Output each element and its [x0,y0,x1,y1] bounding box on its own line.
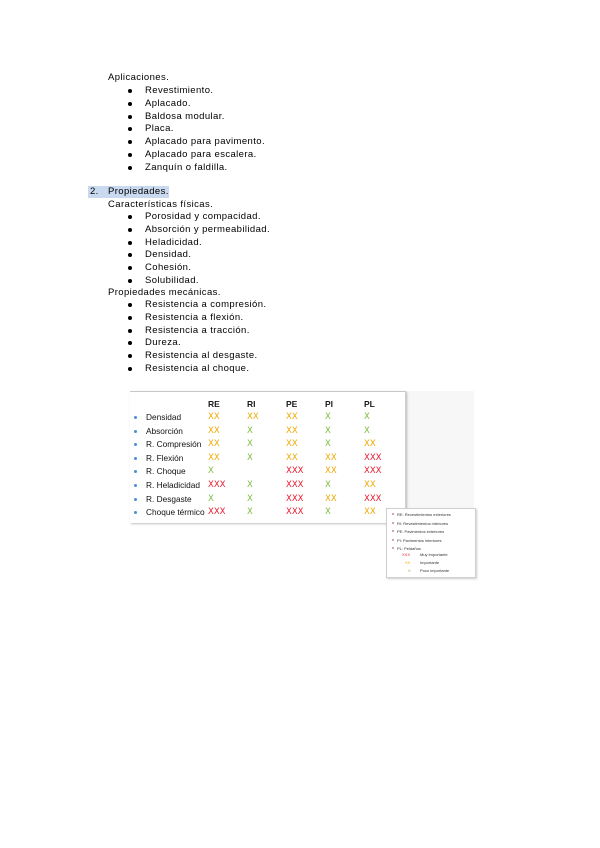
mecanicas-item: Resistencia al desgaste. [145,350,258,362]
table-cell: X [247,425,253,436]
bullet-icon [128,140,132,144]
table-cell: XX [364,480,376,490]
section-number: 2. [90,186,99,197]
table-cell: XXX [364,493,382,504]
legend-level-mark: X [408,568,411,573]
mecanicas-item: Dureza. [145,337,182,349]
table-cell: XXX [286,507,304,518]
table-cell: X [247,493,253,504]
bullet-icon [128,127,132,131]
fisicas-item: Cohesión. [145,262,192,274]
table-image-background [405,391,474,509]
table-cell: X [325,439,331,450]
fisicas-item: Absorción y permeabilidad. [145,223,270,235]
table-cell: X [364,425,370,436]
legend-entry: PI: Pavimentos interiores [397,537,442,543]
table-cell: XXX [364,466,382,477]
table-cell: X [208,466,214,477]
table-cell: XX [208,452,220,463]
bullet-icon [128,341,132,345]
legend-level-text: Importante [420,560,440,565]
table-cell: X [325,480,331,490]
bullet-icon [128,215,132,219]
fisicas-item: Densidad. [145,249,192,261]
fisicas-item: Porosidad y compacidad. [145,211,261,222]
bullet-icon [128,253,132,257]
table-cell: XX [286,439,298,450]
row-label: R. Heladicidad [146,480,200,490]
table-cell: XX [247,412,259,422]
table-cell: XXX [208,507,226,518]
table-cell: X [247,480,253,490]
legend-level-mark: XXX [402,552,411,557]
legend-entry: PE: Pavimentos exteriores [397,529,445,535]
table-cell: X [364,412,370,422]
row-label: Absorción [146,425,183,436]
aplicaciones-item: Aplacado para pavimento. [145,136,265,148]
table-cell: XX [325,466,337,477]
bullet-icon [128,354,132,358]
table-cell: XX [325,452,337,463]
fisicas-title: Características físicas. [108,199,214,210]
aplicaciones-item: Zanquín o faldilla. [145,161,228,173]
table-cell: XXX [286,493,304,504]
legend-level-text: Muy importante [420,552,448,557]
column-header: PI [325,399,334,409]
fisicas-item: Solubilidad. [145,275,199,286]
section-title: Propiedades. [108,186,169,197]
row-bullet-icon [134,457,137,460]
table-cell: XX [286,412,298,422]
table-cell: XXX [208,480,226,490]
table-cell: X [247,452,253,463]
column-header: PL [364,399,375,409]
aplicaciones-item: Aplacado. [145,97,191,109]
bullet-icon [128,153,132,157]
column-header: RI [247,399,256,409]
aplicaciones-title: Aplicaciones. [108,72,170,83]
bullet-icon [128,89,132,93]
mecanicas-item: Resistencia a flexión. [145,311,244,323]
table-cell: XXX [286,466,304,477]
row-bullet-icon [134,416,137,419]
legend-bullet-icon [392,522,394,524]
legend-entry: RI: Revestimientos interiores [397,520,449,526]
legend-bullet-icon [392,513,394,515]
legend-entry: RE: Revestimientos exteriores [397,512,451,517]
aplicaciones-item: Baldosa modular. [145,110,225,122]
row-bullet-icon [134,484,137,487]
table-cell: XX [364,439,376,450]
table-cell: XX [286,425,298,436]
row-bullet-icon [134,430,137,433]
row-label: R. Compresión [146,439,202,450]
row-label: R. Flexión [146,452,184,463]
table-cell: XX [286,452,298,463]
mecanicas-item: Resistencia al choque. [145,363,250,374]
bullet-icon [128,102,132,106]
table-cell: X [325,412,331,422]
fisicas-item: Heladicidad. [145,236,203,248]
bullet-icon [128,228,132,232]
aplicaciones-item: Placa. [145,123,174,135]
bullet-icon [128,166,132,170]
bullet-icon [128,115,132,119]
column-header: PE [286,399,298,409]
legend-level-mark: XX [405,560,411,565]
table-cell: X [247,439,253,450]
table-cell: XX [325,493,337,504]
bullet-icon [128,279,132,283]
aplicaciones-item: Revestimiento. [145,85,214,96]
row-bullet-icon [134,498,137,501]
bullet-icon [128,367,132,371]
table-cell: X [247,507,253,518]
bullet-icon [128,316,132,320]
legend-level-text: Poco importante [420,568,450,573]
table-cell: XXX [364,452,382,463]
bullet-icon [128,303,132,307]
table-cell: XX [208,425,220,436]
table-cell: XX [208,439,220,450]
bullet-icon [128,266,132,270]
table-cell: X [325,425,331,436]
row-label: R. Desgaste [146,493,192,504]
aplicaciones-item: Aplacado para escalera. [145,149,257,160]
table-cell: XX [208,412,220,422]
mecanicas-title: Propiedades mecánicas. [108,287,221,298]
mecanicas-item: Resistencia a tracción. [145,324,250,336]
table-cell: XX [364,507,376,518]
legend-entry: PL: Peldaños [397,546,421,552]
legend-bullet-icon [392,539,394,541]
bullet-icon [128,241,132,245]
bullet-icon [128,329,132,333]
mecanicas-item: Resistencia a compresión. [145,299,267,310]
row-label: Choque térmico [146,507,205,518]
table-cell: XXX [286,480,304,490]
row-label: R. Choque [146,466,186,477]
column-header: RE [208,399,220,409]
table-cell: X [208,493,214,504]
row-label: Densidad [146,412,182,422]
table-cell: X [325,507,331,518]
